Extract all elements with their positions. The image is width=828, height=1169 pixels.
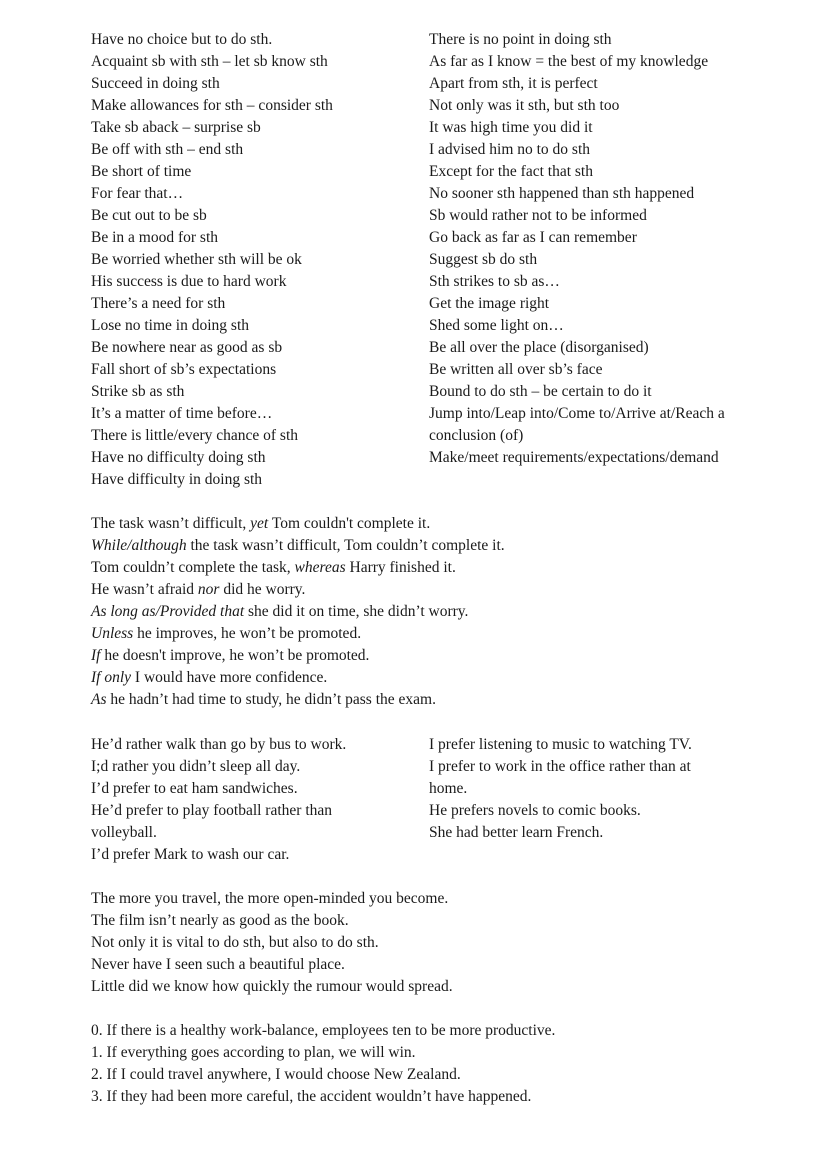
phrase: Sth strikes to sb as… [429,273,560,290]
phrase: conclusion (of) [429,427,524,444]
phrase: Lose no time in doing sth [91,317,250,334]
phrase: Take sb aback – surprise sb [91,119,261,136]
phrase: Fall short of sb’s expectations [91,361,277,378]
conjunction-sentence: As long as/Provided that she did it on time, she didn’t worry. [91,603,469,620]
phrase: His success is due to hard work [91,273,287,290]
phrase: Go back as far as I can remember [429,229,637,246]
conjunction-sentence: Tom couldn’t complete the task, whereas Harry finished it. [91,559,456,576]
preference-line: home. [429,780,468,797]
phrase: Be cut out to be sb [91,207,207,224]
conditional-sentence: 3. If they had been more careful, the accident wouldn’t have happened. [91,1088,532,1105]
comparison-sentence: Never have I seen such a beautiful place. [91,956,345,973]
conjunction-sentence: Unless he improves, he won’t be promoted. [91,625,362,642]
conjunction-sentence: While/although the task wasn’t difficult, Tom couldn’t complete it. [91,537,505,554]
comparison-sentence: Not only it is vital to do sth, but also to do sth. [91,934,379,951]
preferences-section [91,734,771,874]
conjunction-sentence: The task wasn’t difficult, yet Tom couldn't complete it. [91,515,431,532]
phrase: Have difficulty in doing sth [91,471,263,488]
phrase: Suggest sb do sth [429,251,538,268]
conjunction-sentence: He wasn’t afraid nor did he worry. [91,581,306,598]
phrase: Be all over the place (disorganised) [429,339,649,356]
conjunction-sentence: If only I would have more confidence. [91,669,328,686]
phrase: I advised him no to do sth [429,141,591,158]
phrase: There’s a need for sth [91,295,226,312]
phrase: Be short of time [91,163,192,180]
preferences-right-column [429,734,759,844]
phrases-right-column [429,29,759,469]
phrases-section [91,29,771,499]
phrase: Shed some light on… [429,317,564,334]
conditional-sentence: 1. If everything goes according to plan, we will win. [91,1044,416,1061]
phrase: Have no difficulty doing sth [91,449,266,466]
phrase: Strike sb as sth [91,383,185,400]
preference-line: She had better learn French. [429,824,604,841]
preference-line: He’d prefer to play football rather than [91,802,333,819]
conditional-sentence: 2. If I could travel anywhere, I would choose New Zealand. [91,1066,461,1083]
phrase: Not only was it sth, but sth too [429,97,620,114]
phrase: It’s a matter of time before… [91,405,273,422]
phrase: There is little/every chance of sth [91,427,299,444]
phrase: Make allowances for sth – consider sth [91,97,333,114]
comparison-sentence: Little did we know how quickly the rumour would spread. [91,978,453,995]
phrase: Be off with sth – end sth [91,141,244,158]
comparison-sentence: The film isn’t nearly as good as the book. [91,912,349,929]
phrase: Jump into/Leap into/Come to/Arrive at/Reach a [429,405,725,422]
phrase: Sb would rather not to be informed [429,207,647,224]
comparisons-section [91,888,771,998]
conditional-sentence: 0. If there is a healthy work-balance, employees ten to be more productive. [91,1022,556,1039]
preference-line: I’d prefer Mark to wash our car. [91,846,290,863]
phrase: Except for the fact that sth [429,163,593,180]
preferences-left-column [91,734,421,866]
preference-line: He prefers novels to comic books. [429,802,641,819]
comparison-sentence: The more you travel, the more open-minded you become. [91,890,449,907]
phrase: As far as I know = the best of my knowledge [429,53,709,70]
phrases-left-column [91,29,421,491]
phrase: No sooner sth happened than sth happened [429,185,695,202]
preference-line: I’d prefer to eat ham sandwiches. [91,780,298,797]
preference-line: He’d rather walk than go by bus to work. [91,736,347,753]
phrase: Be worried whether sth will be ok [91,251,302,268]
phrase: Make/meet requirements/expectations/demand [429,449,719,466]
phrase: Get the image right [429,295,550,312]
phrase: Be nowhere near as good as sb [91,339,283,356]
phrase: Be in a mood for sth [91,229,218,246]
preference-line: volleyball. [91,824,157,841]
conjunction-sentence: If he doesn't improve, he won’t be promoted. [91,647,370,664]
conjunction-sentence: As he hadn’t had time to study, he didn’t pass the exam. [91,691,436,708]
conditionals-section [91,1020,771,1108]
preference-line: I prefer listening to music to watching TV. [429,736,692,753]
phrase: It was high time you did it [429,119,593,136]
phrase: Have no choice but to do sth. [91,31,273,48]
phrase: For fear that… [91,185,184,202]
phrase: Succeed in doing sth [91,75,220,92]
phrase: There is no point in doing sth [429,31,612,48]
phrase: Apart from sth, it is perfect [429,75,598,92]
preference-line: I prefer to work in the office rather than at [429,758,691,775]
phrase: Be written all over sb’s face [429,361,603,378]
phrase: Acquaint sb with sth – let sb know sth [91,53,328,70]
preference-line: I;d rather you didn’t sleep all day. [91,758,301,775]
conjunctions-section [91,513,771,711]
phrase: Bound to do sth – be certain to do it [429,383,652,400]
